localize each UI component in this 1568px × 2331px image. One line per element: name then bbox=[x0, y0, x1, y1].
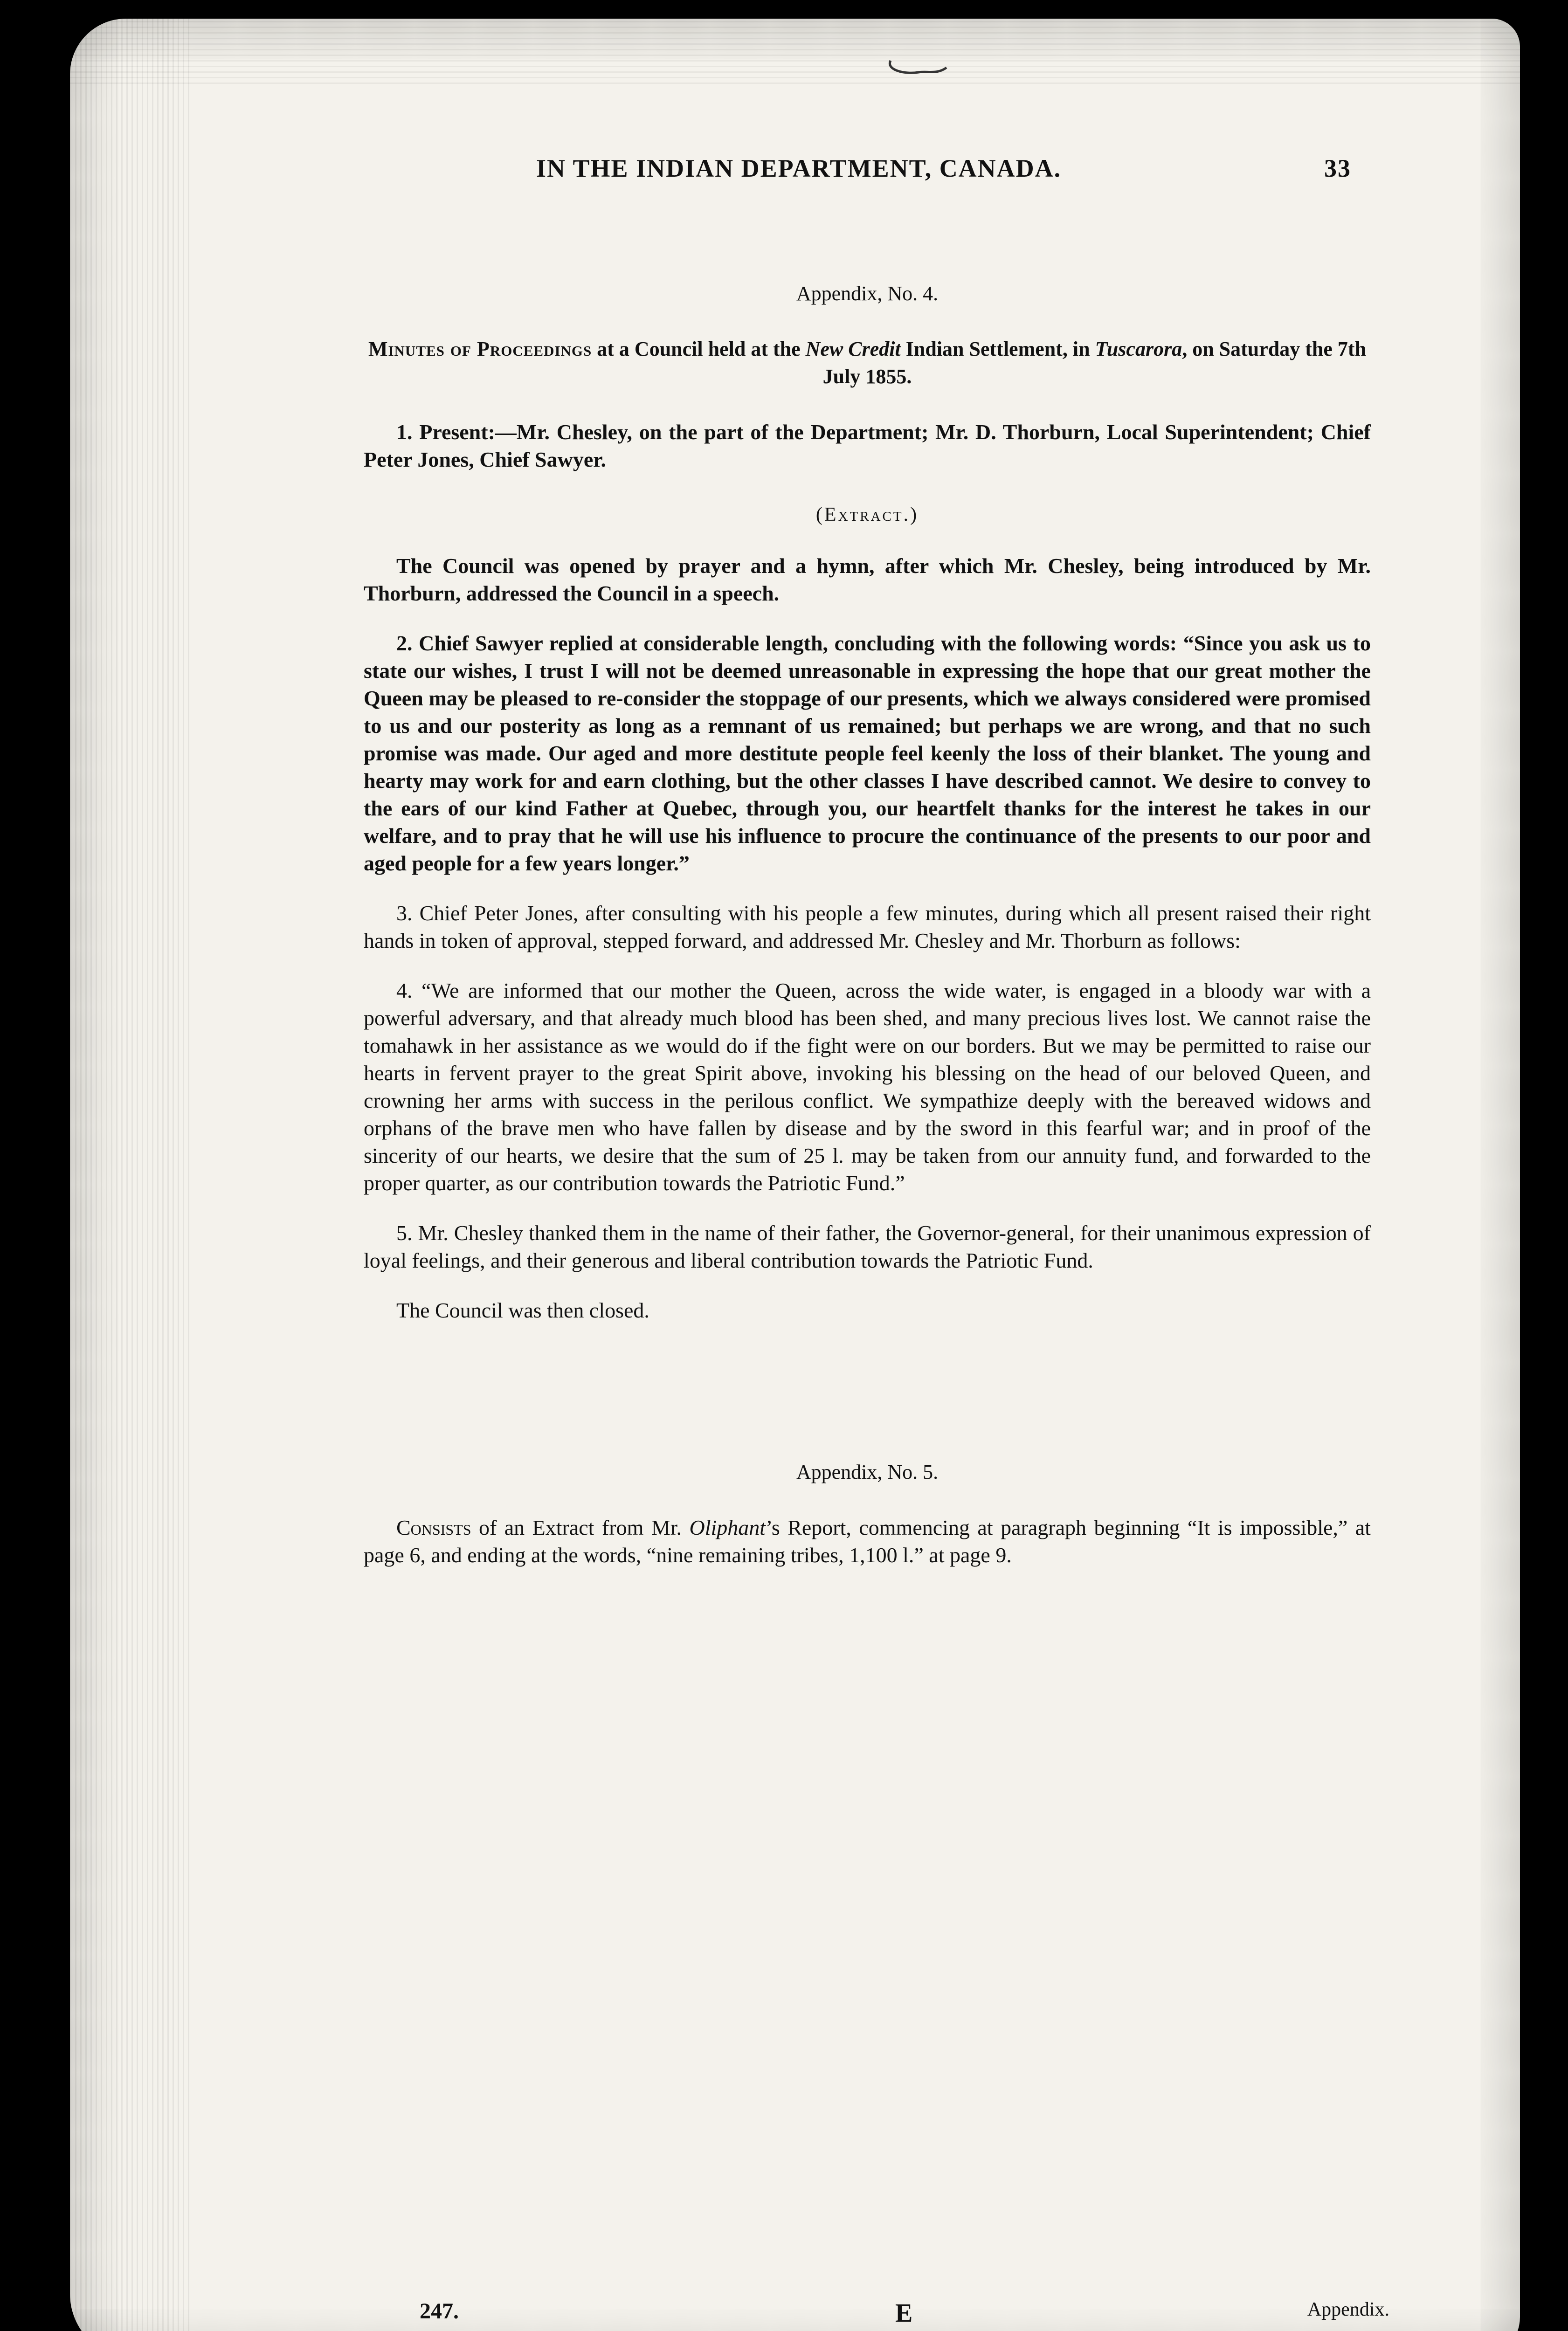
appendix-5-text1: of an Extract from Mr. bbox=[471, 1516, 690, 1539]
extract-label: (Extract.) bbox=[815, 504, 919, 525]
appendix-5-name: Oliphant bbox=[689, 1516, 766, 1539]
paragraph-2: 2. Chief Sawyer replied at considerable length, concluding with the following words: “Since you ask us to state our wishes, I trust I will not be deemed unreasonable in expressing the hope that our great mother the Queen may be pleased to re-consider the stoppage of our presents, which we always considered were promised to us and our posterity as long as a remnant of us remained; but perhaps we are wrong, and that no such promise was made. Our aged and more destitute people feel keenly the loss of their blanket. The young and hearty may work for and earn clothing, but the other classes I have described cannot. We desire to convey to the ears of our kind Father at Quebec, through you, our heartfelt thanks for the interest he takes in our welfare, and to pray that he will use his influence to procure the continuance of the presents to our poor and aged people for a few years longer.” bbox=[364, 631, 1371, 875]
document-page bbox=[70, 19, 1520, 2331]
minutes-title bbox=[364, 335, 1371, 390]
footer-sheet-letter: E bbox=[895, 2299, 913, 2328]
page-footer bbox=[420, 2298, 1389, 2331]
minutes-title-part1: at a Council held at the bbox=[592, 338, 806, 360]
minutes-title-lead: Minutes of Proceedings bbox=[368, 338, 592, 360]
paragraph-present: 1. Present:—Mr. Chesley, on the part of the Department; Mr. D. Thorburn, Local Superintendent; Chief Peter Jones, Chief Sawyer. bbox=[364, 420, 1371, 471]
page-number: 33 bbox=[1324, 154, 1351, 182]
running-header-title: IN THE INDIAN DEPARTMENT, CANADA. bbox=[536, 154, 1062, 182]
paragraph-closing: The Council was then closed. bbox=[396, 1298, 649, 1322]
section-gap bbox=[364, 1346, 1371, 1458]
paragraph-5: 5. Mr. Chesley thanked them in the name of their father, the Governor-general, for their unanimous expression of loyal feelings, and their generous and liberal contribution towards the Patriotic Fund. bbox=[364, 1221, 1371, 1272]
footer-signature-number: 247. bbox=[420, 2299, 459, 2324]
minutes-title-place: New Credit bbox=[805, 338, 901, 360]
minutes-title-part2: Indian Settlement, in bbox=[900, 338, 1095, 360]
appendix-5-heading: Appendix, No. 5. bbox=[796, 1461, 939, 1483]
appendix-5-text2: ’s Report, commencing at paragraph beginning “It is impossible,” at page 6, and ending at the words, “nine remaining tribes, 1,100 l.” at page 9. bbox=[364, 1516, 1371, 1567]
scan-edge-noise bbox=[70, 19, 191, 2331]
footer-catchword: Appendix. bbox=[1307, 2299, 1389, 2320]
appendix-4-heading: Appendix, No. 4. bbox=[796, 282, 939, 305]
appendix-5-lead: Consists bbox=[396, 1516, 471, 1539]
paragraph-4: 4. “We are informed that our mother the Queen, across the wide water, is engaged in a bloody war with a powerful adversary, and that already much blood has been shed, and many precious lives lost. We cannot raise the tomahawk in her assistance as we would do if the fight were on our borders. But we may be permitted to raise our hearts in fervent prayer to the great Spirit above, invoking his blessing on the head of our beloved Queen, and crowning her arms with success in the perilous conflict. We sympathize deeply with the bereaved widows and orphans of the brave men who have fallen by disease and by the sword in this fearful war; and in proof of the sincerity of our hearts, we desire that the sum of 25 l. may be taken from our annuity fund, and forwarded to the proper quarter, as our contribution towards the Patriotic Fund.” bbox=[364, 979, 1371, 1195]
paragraph-opening: The Council was opened by prayer and a hymn, after which Mr. Chesley, being introduced by Mr. Thorburn, addressed the Council in a speech. bbox=[364, 554, 1371, 605]
minutes-title-part3: , on Saturday the 7th July 1855. bbox=[822, 338, 1367, 388]
running-header bbox=[476, 149, 1361, 191]
scan-edge-noise-top bbox=[70, 19, 1520, 84]
paragraph-3: 3. Chief Peter Jones, after consulting with his people a few minutes, during which all present raised their right hands in token of approval, stepped forward, and addressed Mr. Chesley and Mr. Thorburn as follows: bbox=[364, 901, 1371, 952]
pencil-mark-icon bbox=[881, 51, 951, 84]
appendix-5-text bbox=[364, 1514, 1371, 1569]
minutes-title-township: Tuscarora bbox=[1095, 338, 1182, 360]
body-text bbox=[364, 280, 1371, 1591]
